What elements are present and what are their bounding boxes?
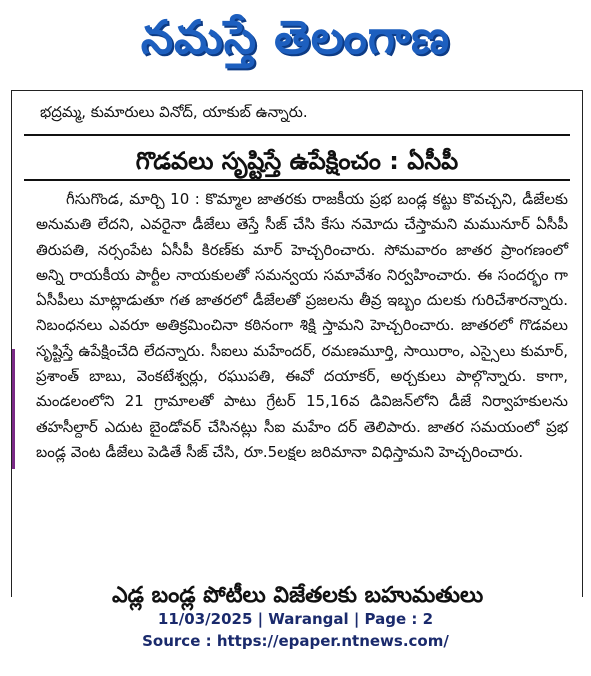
masthead xyxy=(0,0,591,86)
article-clipping xyxy=(11,90,583,608)
next-article-headline-cut: ఎడ్ల బండ్ల పోటీలు విజేతలకు బహుమతులు xyxy=(112,583,484,608)
article-headline: గొడవలు సృష్టిస్తే ఉపేక్షించం : ఏసీపీ xyxy=(135,147,459,175)
previous-article-tail: భద్రమ్మ, కుమారులు వినోద్, యాకుబ్ ఉన్నారు. xyxy=(40,103,308,121)
headline-bottom-rule xyxy=(24,179,570,181)
edition-info: 11/03/2025 | Warangal | Page : 2 xyxy=(157,610,434,628)
newspaper-logo: నమస్తే తెలంగాణ xyxy=(140,10,451,64)
column-marker xyxy=(12,349,15,469)
article-paragraph: గీసుగొండ, మార్చి 10 : కొమ్మాల జాతరకు రాజకీయ ప్రభ బండ్ల కట్టు కొవచ్చని, డీజేలకు అనుమతి లేదని, ఎవరైనా డీజేలు తెస్తే సీజ్ చేసి కేసు నమోదు చేస్తామని మమునూర్ ఏసీపీ తిరుపతి, నర్సంపేట ఏసీపీ కిరణ్‌కు మార్ హెచ్చరించారు. సోమవారం జాతర ప్రాంగణంలో అన్ని రాయకీయ పార్టీల నాయకులతో సమన్వయ సమావేశం నిర్వహించారు. ఈ సందర్భం గా ఏసీపీలు మాట్లాడుతూ గత జాతరలో డీజేలతో ప్రజలను తీవ్ర ఇబ్బం దులకు గురిచేశారన్నారు. నిబంధనలు ఎవరూ అతిక్రమించినా కఠినంగా శిక్షి స్తామని హెచ్చరించారు. జాతరలో గొడవలు సృష్టిస్తే ఉపేక్షించేది లేదన్నారు. సీఐలు మహేందర్, రమణమూర్తి, సాయిరాం, ఎస్సైలు కుమార్, ప్రశాంత్ బాబు, వెంకటేశ్వర్లు, రఘుపతి, ఈవో దయాకర్, అర్చకులు పాల్గొన్నారు. కాగా, మండలంలోని 21 గ్రామాలతో పాటు గ్రేటర్ 15,16వ డివిజన్‌లోని డీజే నిర్వాహకులను తహసీల్దార్ ఎదుట బైండోవర్ చేసినట్లు సీఐ మహేం దర్ తెలిపారు. జాతర సమయంలో ప్రభ బండ్ల వెంట డీజేలు పెడితే సీజ్ చేసి, రూ.5లక్షల జరిమానా విధిస్తామని హెచ్చరించారు. xyxy=(36,190,568,461)
headline-top-rule xyxy=(24,134,570,136)
source-link[interactable]: Source : https://epaper.ntnews.com/ xyxy=(142,632,449,650)
clipping-footer xyxy=(0,608,591,652)
article-body xyxy=(36,187,568,465)
